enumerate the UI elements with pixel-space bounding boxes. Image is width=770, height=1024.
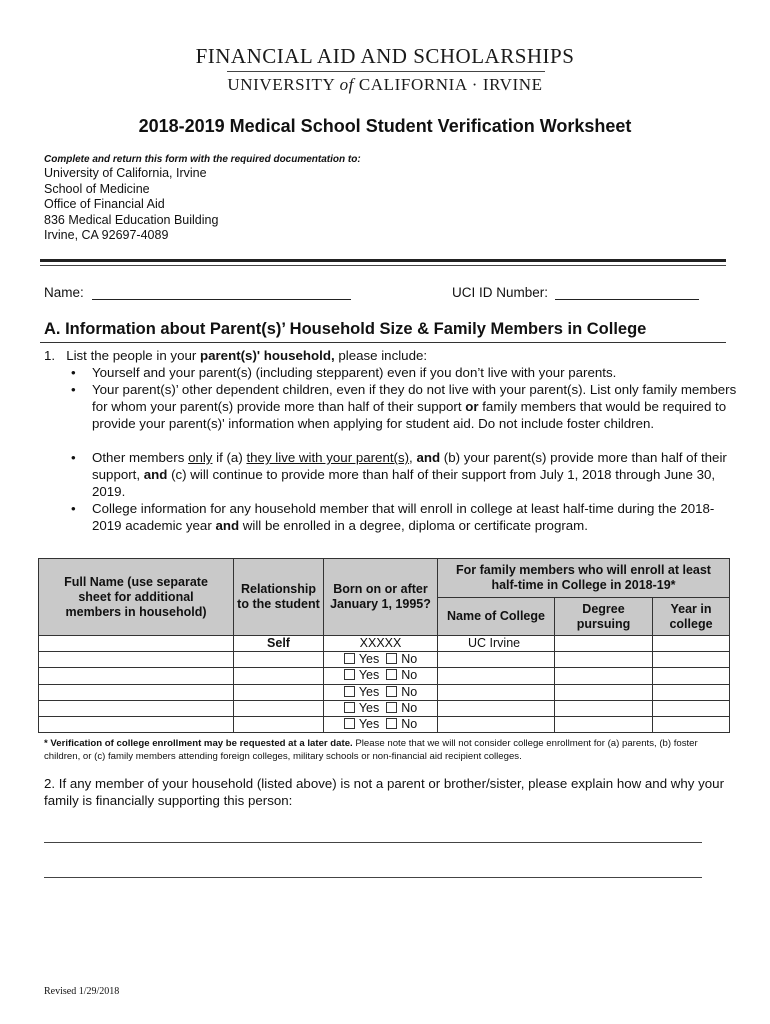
college-cell[interactable] xyxy=(438,668,555,684)
relationship-cell[interactable] xyxy=(234,716,324,732)
address-line: Office of Financial Aid xyxy=(44,197,165,211)
bullet-text: Your parent(s)’ other dependent children, even if they do not live with your parent(s). List only family members for whom your parent(s) provide more than half of their support xyxy=(92,382,737,414)
household-table xyxy=(38,558,730,733)
bullet-bold: or xyxy=(465,398,479,414)
col-college-group: For family members who will enroll at least half-time in College in 2018-19* xyxy=(438,559,730,598)
relationship-cell[interactable] xyxy=(234,700,324,716)
section-a-underline xyxy=(40,342,726,343)
bullet-bold: and xyxy=(416,450,441,465)
yes-label: Yes xyxy=(358,717,380,732)
address-line: Irvine, CA 92697-4089 xyxy=(44,228,169,242)
year-cell[interactable] xyxy=(653,684,730,700)
full-name-cell[interactable] xyxy=(39,652,234,668)
name-field[interactable] xyxy=(92,299,351,300)
born-cell xyxy=(324,716,438,732)
yes-checkbox[interactable] xyxy=(344,702,355,713)
bullet-bold: and xyxy=(143,466,168,482)
degree-cell[interactable] xyxy=(555,716,653,732)
degree-cell[interactable] xyxy=(555,652,653,668)
relationship-cell[interactable] xyxy=(234,652,324,668)
question-1 xyxy=(44,348,427,365)
born-cell xyxy=(324,652,438,668)
born-cell: XXXXX xyxy=(324,636,438,652)
university-rest: CALIFORNIA · IRVINE xyxy=(358,75,543,94)
table-header-row xyxy=(39,559,730,598)
full-name-cell[interactable] xyxy=(39,668,234,684)
bullet-icon: • xyxy=(71,501,76,516)
instructions: Complete and return this form with the required documentation to: xyxy=(44,154,361,165)
no-label: No xyxy=(401,717,418,732)
no-checkbox[interactable] xyxy=(386,653,397,664)
no-label: No xyxy=(401,684,418,699)
no-label: No xyxy=(401,700,418,715)
bullet-icon: • xyxy=(71,365,76,380)
no-checkbox[interactable] xyxy=(386,702,397,713)
q1-text-end: please include: xyxy=(334,348,428,363)
no-checkbox[interactable] xyxy=(386,669,397,680)
no-checkbox[interactable] xyxy=(386,718,397,729)
col-born: Born on or after January 1, 1995? xyxy=(324,559,438,636)
year-cell[interactable] xyxy=(653,700,730,716)
mailing-address xyxy=(44,166,218,244)
born-cell xyxy=(324,684,438,700)
bullet-text: (c) will continue to provide more than half of their support from July 1, 2018 through June 30, 2019. xyxy=(92,466,716,499)
uci-id-field[interactable] xyxy=(555,299,699,300)
table-row xyxy=(39,684,730,700)
section-a-heading: A. Information about Parent(s)’ Household Size & Family Members in College xyxy=(44,320,647,338)
born-cell xyxy=(324,700,438,716)
year-cell[interactable] xyxy=(653,716,730,732)
relationship-cell[interactable] xyxy=(234,668,324,684)
revision-date: Revised 1/29/2018 xyxy=(44,986,120,997)
bullet-item xyxy=(71,382,742,433)
full-name-cell[interactable] xyxy=(39,636,234,652)
table-row xyxy=(39,700,730,716)
university-of: of xyxy=(339,75,354,94)
col-full-name: Full Name (use separate sheet for additional members in household) xyxy=(39,559,234,636)
bullet-text: family members that would be required to provide your parent(s)' information when applying for student aid. Do not include foster children. xyxy=(92,398,727,431)
year-cell[interactable] xyxy=(653,668,730,684)
address-line: 836 Medical Education Building xyxy=(44,212,219,227)
university-word: UNIVERSITY xyxy=(227,75,335,94)
yes-label: Yes xyxy=(358,700,380,715)
bullet-text: if (a) xyxy=(212,450,247,465)
relationship-cell: Self xyxy=(234,636,324,652)
table-row xyxy=(39,668,730,684)
uci-id-label: UCI ID Number: xyxy=(452,285,549,300)
question-2: 2. If any member of your household (listed above) is not a parent or brother/sister, please explain how and why your family is financially supporting this person: xyxy=(44,776,724,808)
year-cell[interactable] xyxy=(653,652,730,668)
section-divider-thin xyxy=(40,265,726,266)
bullet-underline: only xyxy=(188,450,213,465)
degree-cell[interactable] xyxy=(555,668,653,684)
bullet-item xyxy=(71,365,742,382)
yes-label: Yes xyxy=(358,668,380,683)
degree-cell[interactable] xyxy=(555,700,653,716)
bullet-icon: • xyxy=(71,450,76,465)
col-college-name: Name of College xyxy=(438,598,555,636)
address-line: School of Medicine xyxy=(44,181,150,196)
bullet-item xyxy=(71,450,742,501)
col-degree: Degree pursuing xyxy=(555,598,653,636)
bullet-underline: they live with your parent(s) xyxy=(246,450,410,465)
bullet-item xyxy=(71,501,742,535)
section-divider-thick xyxy=(40,259,726,262)
table-row xyxy=(39,716,730,732)
answer-line[interactable] xyxy=(44,877,702,878)
bullet-text: , xyxy=(409,450,417,465)
answer-line[interactable] xyxy=(44,842,702,843)
bullet-text: Other members xyxy=(92,450,189,465)
full-name-cell[interactable] xyxy=(39,700,234,716)
relationship-cell[interactable] xyxy=(234,684,324,700)
no-checkbox[interactable] xyxy=(386,686,397,697)
full-name-cell[interactable] xyxy=(39,684,234,700)
college-cell[interactable] xyxy=(438,700,555,716)
col-relationship: Relationship to the student xyxy=(234,559,324,636)
bullet-text: will be enrolled in a degree, diploma or certificate program. xyxy=(239,517,588,533)
degree-cell[interactable] xyxy=(555,636,653,652)
question-number: 1. xyxy=(44,348,56,363)
page-title: 2018-2019 Medical School Student Verification Worksheet xyxy=(138,116,632,136)
yes-checkbox[interactable] xyxy=(344,653,355,664)
header-divider xyxy=(227,71,545,72)
table-footnote xyxy=(44,737,730,763)
table-row xyxy=(39,636,730,652)
college-cell[interactable] xyxy=(438,684,555,700)
yes-label: Yes xyxy=(358,684,380,699)
bullet-text: (b) your parent(s) provide more than half of their support, xyxy=(92,450,727,482)
yes-checkbox[interactable] xyxy=(344,686,355,697)
no-label: No xyxy=(401,668,418,683)
q1-bold: parent(s)' household, xyxy=(199,348,335,363)
college-cell[interactable] xyxy=(438,652,555,668)
yes-checkbox[interactable] xyxy=(344,669,355,680)
org-name: FINANCIAL AID AND SCHOLARSHIPS xyxy=(195,44,575,68)
no-label: No xyxy=(401,652,418,667)
college-cell: UC Irvine xyxy=(438,636,555,652)
table-row xyxy=(39,652,730,668)
footnote-text: Please note that we will not consider college enrollment for (a) parents, (b) foster children, or (c) family members attending foreign colleges, military schools or non-financial aid recipient colleges. xyxy=(44,738,698,762)
yes-label: Yes xyxy=(358,652,380,667)
degree-cell[interactable] xyxy=(555,684,653,700)
col-year: Year in college xyxy=(653,598,730,636)
yes-checkbox[interactable] xyxy=(344,718,355,729)
year-cell[interactable] xyxy=(653,636,730,652)
bullet-icon: • xyxy=(71,382,76,397)
university-name xyxy=(0,75,770,95)
q1-text: List the people in your xyxy=(66,348,200,363)
name-label: Name: xyxy=(44,285,84,300)
address-line: University of California, Irvine xyxy=(44,166,207,180)
college-cell[interactable] xyxy=(438,716,555,732)
footnote-bold: * Verification of college enrollment may be requested at a later date. xyxy=(44,738,353,749)
bullet-text: Yourself and your parent(s) (including stepparent) even if you don’t live with your parents. xyxy=(92,365,617,380)
born-cell xyxy=(324,668,438,684)
bullet-bold: and xyxy=(215,517,240,533)
full-name-cell[interactable] xyxy=(39,716,234,732)
bullet-text: College information for any household member that will enroll in college at least half-time during the 2018-2019 academic year xyxy=(92,501,715,533)
